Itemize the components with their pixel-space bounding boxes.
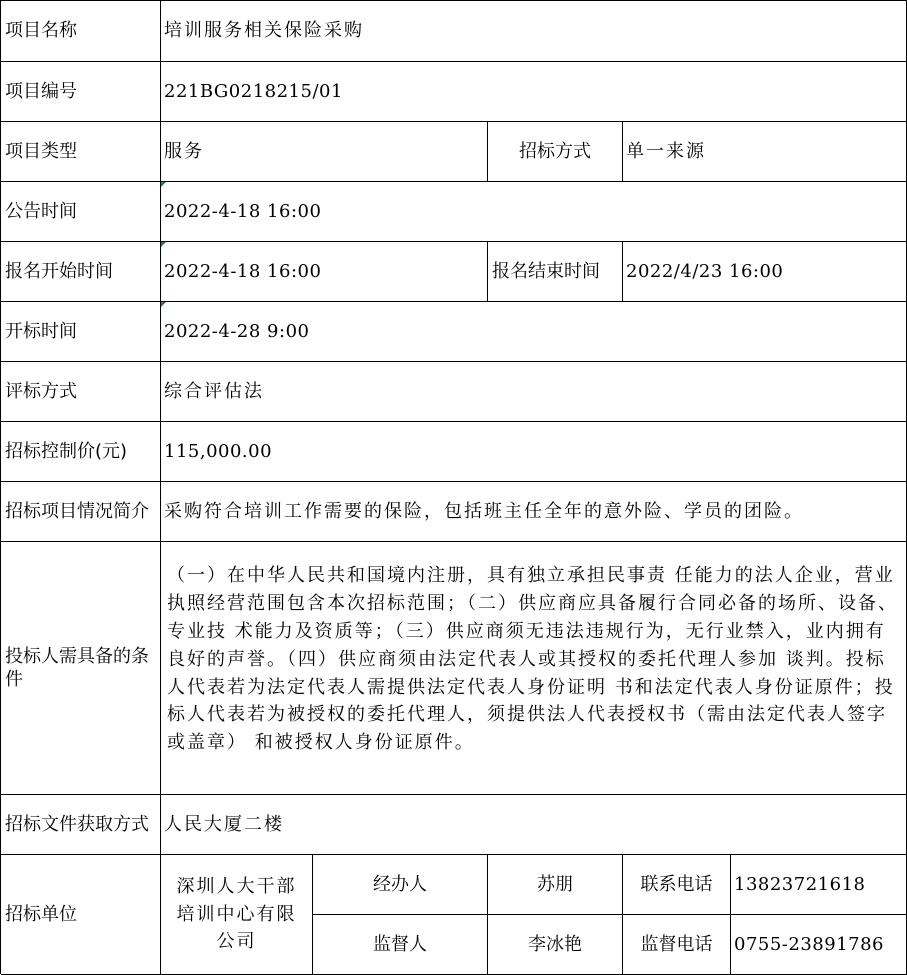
supervisor-phone-value: 0755-23891786 <box>731 915 907 975</box>
project-name-label: 项目名称 <box>1 1 161 62</box>
project-name-value: 培训服务相关保险采购 <box>161 1 907 62</box>
signup-end-label: 报名结束时间 <box>488 242 623 302</box>
signup-start-label: 报名开始时间 <box>1 242 161 302</box>
eval-method-value: 综合评估法 <box>161 362 907 422</box>
open-time-label: 开标时间 <box>1 302 161 362</box>
eval-method-label: 评标方式 <box>1 362 161 422</box>
supervisor-phone-label: 监督电话 <box>623 915 731 975</box>
doc-access-value: 人民大厦二楼 <box>161 795 907 855</box>
signup-end-value: 2022/4/23 16:00 <box>623 242 907 302</box>
doc-access-label: 招标文件获取方式 <box>1 795 161 855</box>
project-type-label: 项目类型 <box>1 122 161 182</box>
control-price-label: 招标控制价(元) <box>1 422 161 482</box>
signup-start-value: 2022-4-18 16:00 <box>161 242 488 302</box>
handler-label: 经办人 <box>313 855 488 915</box>
handler-name: 苏朋 <box>488 855 623 915</box>
project-type-value: 服务 <box>161 122 488 182</box>
requirements-label: 投标人需具备的条件 <box>1 542 161 795</box>
project-no-value: 221BG0218215/01 <box>161 62 907 122</box>
supervisor-label: 监督人 <box>313 915 488 975</box>
org-label: 招标单位 <box>1 855 161 975</box>
org-name: 深圳人大干部培训中心有限公司 <box>161 855 313 975</box>
bid-method-label: 招标方式 <box>488 122 623 182</box>
summary-value: 采购符合培训工作需要的保险，包括班主任全年的意外险、学员的团险。 <box>161 482 907 542</box>
phone-value: 13823721618 <box>731 855 907 915</box>
control-price-value: 115,000.00 <box>161 422 907 482</box>
open-time-value: 2022-4-28 9:00 <box>161 302 907 362</box>
announce-time-label: 公告时间 <box>1 182 161 242</box>
bid-method-value: 单一来源 <box>623 122 907 182</box>
phone-label: 联系电话 <box>623 855 731 915</box>
requirements-value: （一）在中华人民共和国境内注册，具有独立承担民事责 任能力的法人企业，营业执照经营范围包含本次招标范围；（二）供应商应具备履行合同必备的场所、设备、专业技 术能力及资质等；（三）供应商须无违法违规行为，无行业禁入，业内拥有 良好的声誉。（四）供应商须由法定代表人或其授权的委托代理人参加 谈判。投标人代表若为法定代表人需提供法定代表人身份证明 书和法定代表人身份证原件；投标人代表若为被授权的委托代理人，须提供法人代表授权书（需由法定代表人签字或盖章） 和被授权人身份证原件。 <box>161 542 907 795</box>
supervisor-name: 李冰艳 <box>488 915 623 975</box>
announce-time-value: 2022-4-18 16:00 <box>161 182 907 242</box>
summary-label: 招标项目情况简介 <box>1 482 161 542</box>
project-no-label: 项目编号 <box>1 62 161 122</box>
